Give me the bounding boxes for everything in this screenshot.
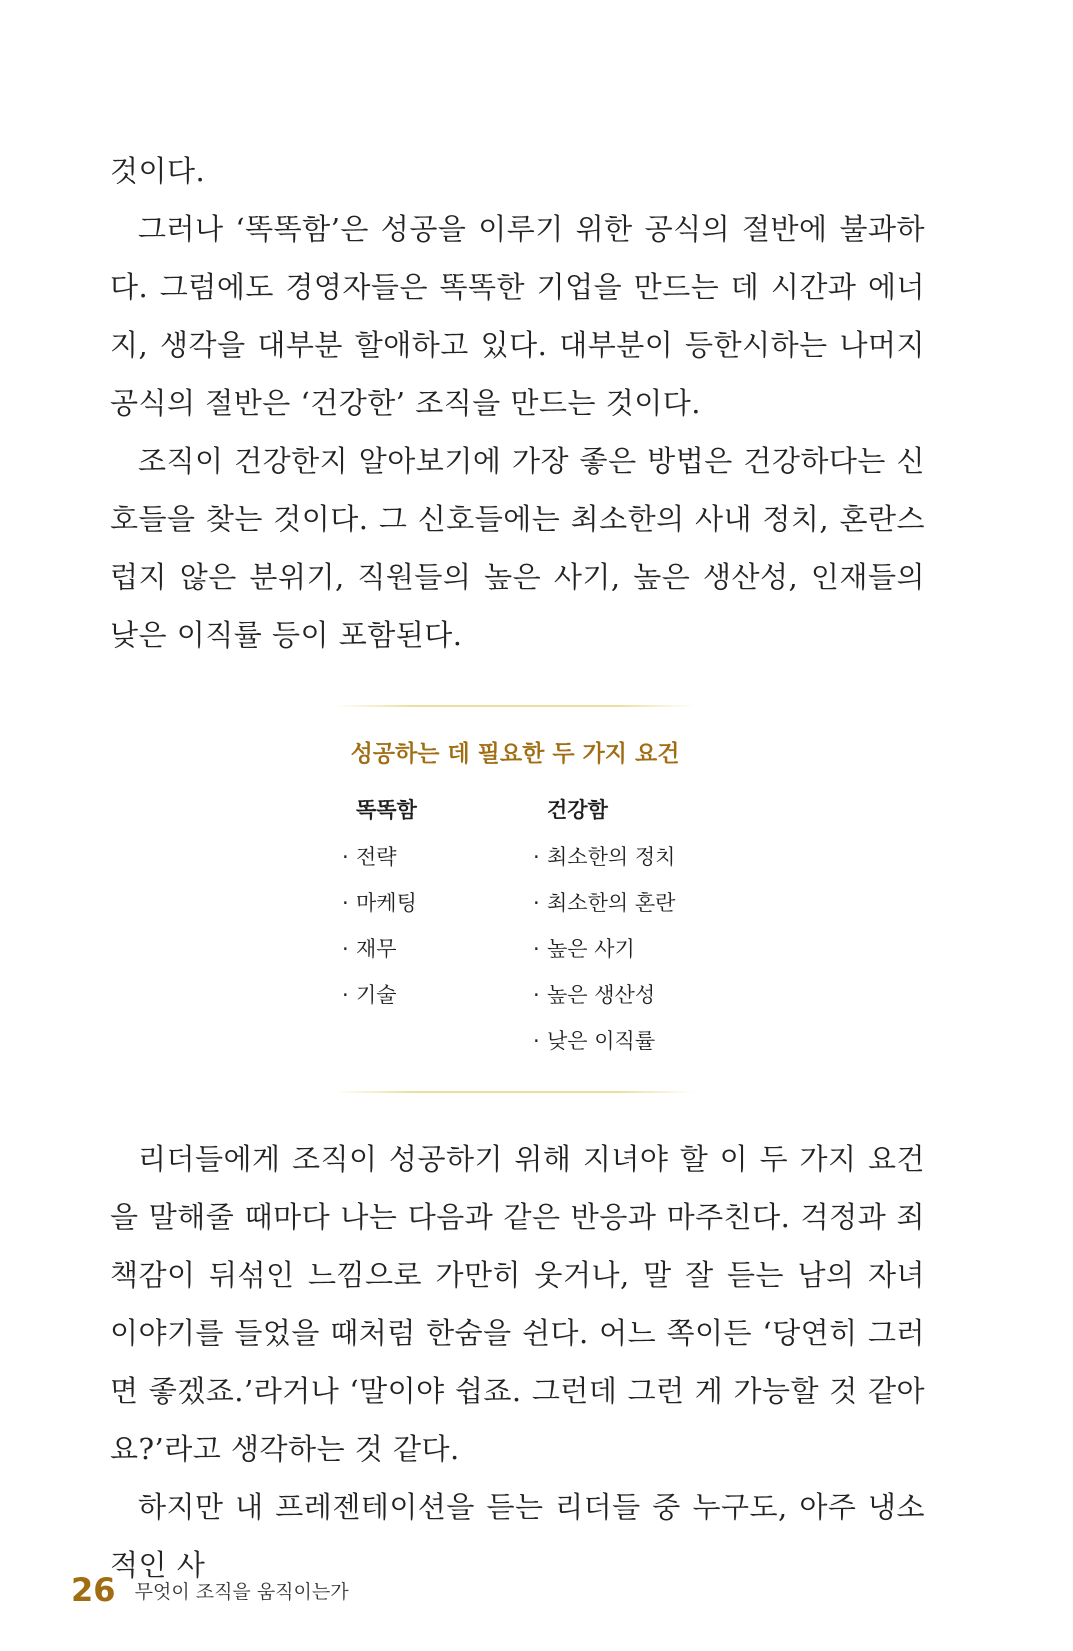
list-item: · 낮은 이직률 xyxy=(533,1029,656,1053)
list-item: · 재무 xyxy=(342,937,397,961)
list-item: · 높은 생산성 xyxy=(533,983,656,1007)
callout-top-rule xyxy=(335,705,695,707)
callout-title: 성공하는 데 필요한 두 가지 요건 xyxy=(350,741,680,767)
list-item: · 최소한의 정치 xyxy=(533,845,676,869)
list-item: · 전략 xyxy=(342,845,397,869)
smartness-list xyxy=(342,834,417,1018)
smartness-column xyxy=(342,795,417,1018)
health-heading: 건강함 xyxy=(547,798,608,822)
health-list xyxy=(533,834,675,1064)
health-column xyxy=(533,795,675,1064)
list-item: · 마케팅 xyxy=(342,891,417,915)
page-number: 26 xyxy=(71,1571,116,1609)
callout-bottom-rule xyxy=(335,1091,695,1093)
smartness-heading: 똑똑함 xyxy=(356,798,417,822)
list-item: · 기술 xyxy=(342,983,397,1007)
body-text-bottom xyxy=(110,1130,925,1594)
body-text-top xyxy=(110,142,925,664)
paragraph: 조직이 건강한지 알아보기에 가장 좋은 방법은 건강하다는 신호들을 찾는 것이다. 그 신호들에는 최소한의 사내 정치, 혼란스럽지 않은 분위기, 직원들의 높은 사기, 높은 생산성, 인재들의 낮은 이직률 등이 포함된다. xyxy=(110,444,925,652)
paragraph: 그러나 ‘똑똑함’은 성공을 이루기 위한 공식의 절반에 불과하다. 그럼에도 경영자들은 똑똑한 기업을 만드는 데 시간과 에너지, 생각을 대부분 할애하고 있다. 대부분이 등한시하는 나머지 공식의 절반은 ‘건강한’ 조직을 만드는 것이다. xyxy=(110,212,925,420)
page-footer xyxy=(71,1571,349,1609)
paragraph: 리더들에게 조직이 성공하기 위해 지녀야 할 이 두 가지 요건을 말해줄 때마다 나는 다음과 같은 반응과 마주친다. 걱정과 죄책감이 뒤섞인 느낌으로 가만히 웃거나, 말 잘 듣는 남의 자녀 이야기를 들었을 때처럼 한숨을 쉰다. 어느 쪽이든 ‘당연히 그러면 좋겠죠.’라거나 ‘말이야 쉽죠. 그런데 그런 게 가능할 것 같아요?’라고 생각하는 것 같다. xyxy=(110,1142,925,1466)
requirements-callout-box xyxy=(335,705,695,1093)
running-book-title: 무엇이 조직을 움직이는가 xyxy=(134,1580,349,1603)
list-item: · 최소한의 혼란 xyxy=(533,891,676,915)
paragraph: 것이다. xyxy=(110,154,206,188)
list-item: · 높은 사기 xyxy=(533,937,635,961)
paragraph: 하지만 내 프레젠테이션을 듣는 리더들 중 누구도, 아주 냉소적인 사 xyxy=(110,1490,925,1582)
